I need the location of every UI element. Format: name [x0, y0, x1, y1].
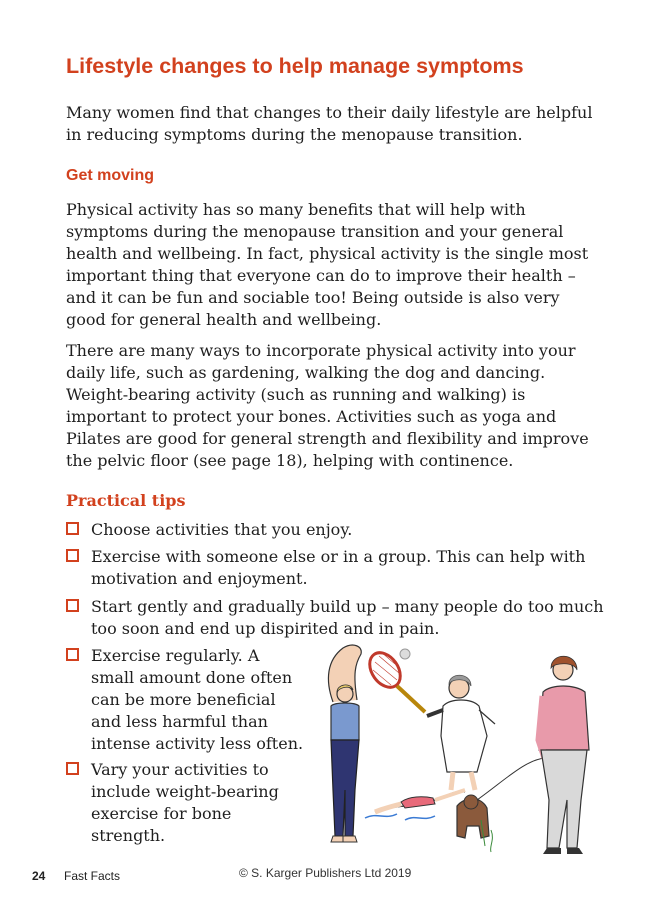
walking-woman-figure [539, 656, 589, 854]
tip-text: Exercise regularly. A small amount done often can be more beneficial and less harmful than intense activity less often. [91, 646, 304, 753]
exercising-people-illustration [305, 640, 605, 865]
tip-text: Vary your activities to include weight-bearing exercise for bone strength. [91, 760, 279, 845]
page-number: 24 [32, 869, 46, 883]
checkbox-icon [66, 599, 79, 612]
get-moving-paragraph-1: Physical activity has so many benefits that will help with symptoms during the menopause transition and your general health and wellbeing. In fact, physical activity is the single most important thing that everyone can do to improve their health – and it can be fun and sociable too! Being outside is also very good for general health and wellbeing. [66, 200, 589, 329]
tip-text: Start gently and gradually build up – many people do too much too soon and end up dispirited and in pain. [91, 597, 604, 638]
copyright-notice: © S. Karger Publishers Ltd 2019 [239, 866, 412, 880]
checkbox-icon [66, 522, 79, 535]
checkbox-icon [66, 648, 79, 661]
tennis-racket-icon [363, 647, 425, 712]
dog-figure [457, 795, 492, 852]
checkbox-icon [66, 762, 79, 775]
tip-text: Exercise with someone else or in a group. This can help with motivation and enjoyment. [91, 547, 586, 588]
swimmer-figure [365, 790, 465, 820]
tip-text: Choose activities that you enjoy. [91, 520, 353, 539]
tennis-player-figure [427, 675, 495, 790]
get-moving-paragraph-2: There are many ways to incorporate physical activity into your daily life, such as gardening, walking the dog and dancing. Weight-bearing activity (such as running and walking) is important to protect your bones. Activities such as yoga and Pilates are good for general strength and flexibility and improve the pelvic floor (see page 18), helping with continence. [66, 341, 589, 470]
section-heading-practical-tips: Practical tips [66, 491, 186, 510]
intro-paragraph: Many women find that changes to their daily lifestyle are helpful in reducing symptoms during the menopause transition. [66, 103, 593, 144]
stretching-woman-figure [328, 645, 361, 842]
publication-name: Fast Facts [64, 869, 121, 883]
section-heading-get-moving: Get moving [66, 167, 155, 184]
checkbox-icon [66, 549, 79, 562]
leash-line [477, 758, 545, 800]
page-title: Lifestyle changes to help manage symptoms [66, 54, 524, 78]
